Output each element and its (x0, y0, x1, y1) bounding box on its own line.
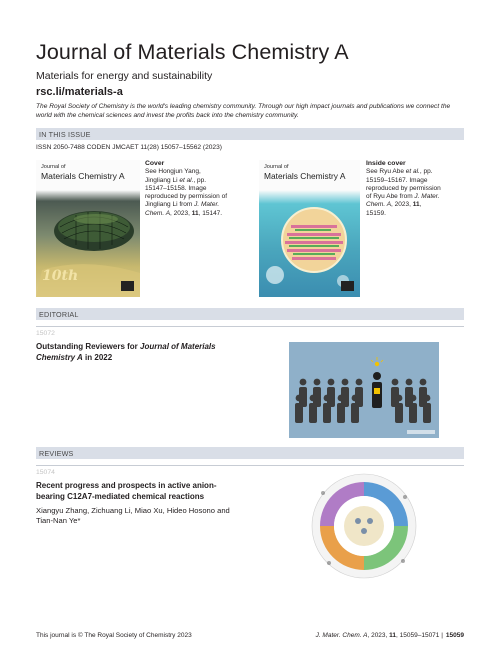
reviewers-crowd-art (289, 342, 439, 438)
reviews-article-title[interactable]: Recent progress and prospects in active anion-bearing C12A7-mediated chemical reactions (36, 481, 217, 501)
inside-cover-logo-icon (341, 281, 354, 291)
in-this-issue-bar (36, 128, 464, 140)
reviews-bar (36, 447, 464, 459)
editorial-label: EDITORIAL (39, 310, 79, 319)
reviews-article-number[interactable]: 15074 (36, 469, 55, 476)
editorial-divider (36, 326, 464, 327)
editorial-article-number[interactable]: 15072 (36, 330, 55, 337)
front-cover-journal-of: Journal of (41, 164, 66, 170)
front-cover-logo-icon (121, 281, 134, 291)
journal-title: Journal of Materials Chemistry A (36, 40, 349, 64)
editorial-graphic[interactable] (289, 342, 439, 438)
in-this-issue-label: IN THIS ISSUE (39, 130, 91, 139)
editorial-bar (36, 308, 464, 320)
reviews-divider (36, 465, 464, 466)
front-cover-journal-name: Materials Chemistry A (41, 171, 125, 181)
reviews-article-authors: Xiangyu Zhang, Zichuang Li, Miao Xu, Hideo Hosono and Tian-Nan Ye* (36, 506, 230, 525)
inside-cover-caption: Inside cover See Ryu Abe et al., pp. 15159–15167. Image reproduced by permission of Ryu Abe from J. Mater. Chem. A, 2023, 11, 15159. (366, 160, 441, 217)
front-cover-caption: Cover See Hongjun Yang, Jingliang Li et al., pp. 15147–15158. Image reproduced by permission of Jingliang Li from J. Mater. Chem. A, 2023, 11, 15147. (145, 160, 228, 217)
reviews-graphic[interactable] (311, 473, 417, 579)
inside-cover-heading: Inside cover (366, 160, 406, 167)
issn-line: ISSN 2050-7488 CODEN JMCAET 11(28) 15057–15562 (2023) (36, 144, 222, 151)
inside-cover-journal-name: Materials Chemistry A (264, 171, 346, 181)
journal-url-link[interactable]: rsc.li/materials-a (36, 86, 123, 98)
inside-cover-image[interactable] (259, 160, 360, 297)
footer-page-number: 15059 (445, 632, 464, 639)
journal-subtitle: Materials for energy and sustainability (36, 70, 213, 82)
front-cover-10th-badge: 10th (42, 268, 79, 284)
front-cover-image[interactable] (36, 160, 140, 297)
reviews-label: REVIEWS (39, 449, 74, 458)
rsc-blurb: The Royal Society of Chemistry is the world's leading chemistry community. Through our high impact journals and publications we connect the world with the chemical sciences and invest the profits back into the chemistry community. (36, 103, 451, 119)
front-cover-heading: Cover (145, 160, 165, 167)
editorial-article-title[interactable]: Outstanding Reviewers for Journal of Materials Chemistry A in 2022 (36, 342, 216, 362)
inside-cover-journal-of: Journal of (264, 164, 289, 170)
footer-citation: J. Mater. Chem. A, 2023, 11, 15059–15071 | 15059 (315, 632, 464, 639)
c12a7-circular-diagram (311, 473, 417, 579)
footer-copyright: This journal is © The Royal Society of Chemistry 2023 (36, 632, 192, 639)
